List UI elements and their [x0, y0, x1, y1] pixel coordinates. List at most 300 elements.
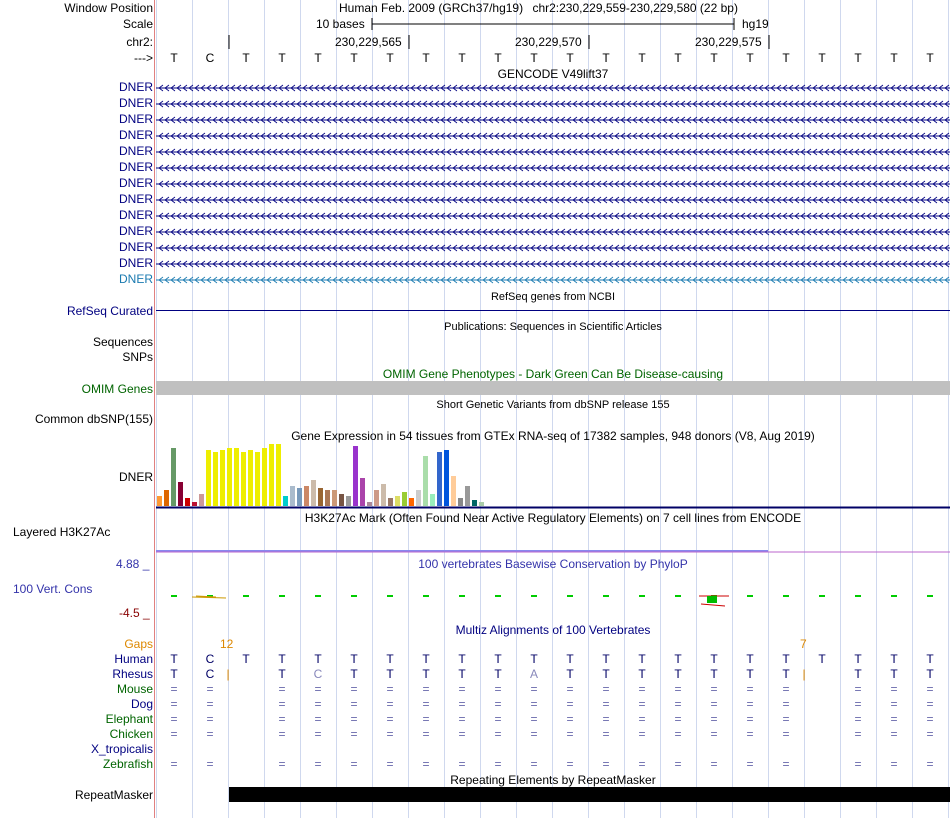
- species-alignment-row[interactable]: [156, 757, 950, 771]
- phylop-score-mark: [891, 595, 897, 597]
- omim-label[interactable]: OMIM Genes: [81, 382, 153, 396]
- alignment-base: =: [314, 757, 322, 771]
- alignment-base: =: [854, 757, 862, 771]
- alignment-base: =: [494, 697, 502, 711]
- phylop-score-mark: [639, 595, 645, 597]
- alignment-base: =: [638, 727, 646, 741]
- gtex-tissue-bar: [185, 498, 190, 506]
- alignment-base: =: [386, 712, 394, 726]
- alignment-base: =: [422, 727, 430, 741]
- species-label[interactable]: Human: [114, 652, 153, 666]
- window-position-label: Window Position: [64, 1, 153, 15]
- alignment-base: =: [422, 697, 430, 711]
- phylop-score-mark: [387, 595, 393, 597]
- gtex-tissue-bar: [248, 450, 253, 506]
- base-letter: T: [458, 51, 466, 65]
- alignment-base: =: [890, 697, 898, 711]
- alignment-base: T: [890, 667, 898, 681]
- gencode-transcript-label[interactable]: DNER: [118, 176, 153, 190]
- alignment-base: =: [926, 727, 934, 741]
- snps-label[interactable]: SNPs: [122, 350, 153, 364]
- gtex-tissue-bar: [290, 486, 295, 506]
- alignment-base: T: [278, 652, 286, 666]
- coord-tick-2: 230,229,570: [515, 35, 582, 49]
- alignment-base: =: [638, 682, 646, 696]
- base-letter: T: [350, 51, 358, 65]
- gtex-tissue-bar: [276, 444, 281, 506]
- base-letter: T: [638, 51, 646, 65]
- gtex-tissue-bar: [472, 500, 477, 506]
- scale-db: hg19: [742, 17, 769, 31]
- gtex-tissue-bar: [360, 478, 365, 506]
- alignment-base: =: [782, 757, 790, 771]
- base-letter: T: [674, 51, 682, 65]
- alignment-base: T: [530, 652, 538, 666]
- phylop-score-mark: [423, 595, 429, 597]
- alignment-base: =: [350, 712, 358, 726]
- alignment-base: =: [890, 757, 898, 771]
- alignment-base: T: [350, 667, 358, 681]
- phylop-score-mark: [531, 595, 537, 597]
- phylop-score-mark: [747, 595, 753, 597]
- alignment-base: T: [674, 667, 682, 681]
- gtex-tissue-bar: [374, 490, 379, 506]
- alignment-base: =: [638, 712, 646, 726]
- alignment-base: T: [782, 652, 790, 666]
- alignment-base: T: [350, 652, 358, 666]
- alignment-base: =: [746, 697, 754, 711]
- gtex-tissue-bar: [297, 488, 302, 506]
- alignment-base: T: [386, 667, 394, 681]
- gtex-tissue-bar: [479, 502, 484, 506]
- alignment-base: =: [854, 682, 862, 696]
- base-letter: T: [710, 51, 718, 65]
- alignment-base: =: [674, 682, 682, 696]
- alignment-base: |: [226, 667, 230, 681]
- gtex-tissue-bar: [206, 450, 211, 506]
- gtex-tissue-bar: [178, 482, 183, 506]
- alignment-base: =: [530, 727, 538, 741]
- alignment-base: =: [746, 727, 754, 741]
- species-alignment-row[interactable]: [156, 712, 950, 726]
- alignment-base: =: [386, 757, 394, 771]
- base-letter: T: [242, 51, 250, 65]
- base-letter: T: [386, 51, 394, 65]
- gtex-tissue-bar: [409, 498, 414, 506]
- alignment-base: T: [314, 652, 322, 666]
- alignment-base: =: [674, 712, 682, 726]
- gtex-tissue-bar: [388, 498, 393, 506]
- alignment-base: =: [206, 682, 214, 696]
- alignment-base: =: [566, 757, 574, 771]
- gtex-tissue-bar: [332, 490, 337, 506]
- gencode-transcript-label[interactable]: DNER: [118, 144, 153, 158]
- alignment-base: T: [638, 667, 646, 681]
- alignment-base: =: [602, 712, 610, 726]
- alignment-base: =: [350, 757, 358, 771]
- alignment-base: =: [782, 727, 790, 741]
- alignment-base: T: [926, 652, 934, 666]
- gtex-tissue-bar: [353, 446, 358, 506]
- phylop-max: 4.88 _: [116, 557, 150, 571]
- base-letter: T: [782, 51, 790, 65]
- scale-label: Scale: [122, 17, 153, 31]
- alignment-base: T: [674, 652, 682, 666]
- omim-track-title[interactable]: OMIM Gene Phenotypes - Dark Green Can Be Disease-causing: [382, 367, 724, 381]
- species-label[interactable]: Elephant: [105, 712, 153, 726]
- gtex-tissue-bar: [416, 490, 421, 506]
- gtex-tissue-bar: [423, 456, 428, 506]
- gencode-track-title[interactable]: GENCODE V49lift37: [497, 67, 609, 81]
- alignment-base: =: [710, 727, 718, 741]
- alignment-base: =: [350, 727, 358, 741]
- alignment-base: =: [782, 682, 790, 696]
- coord-tick-3: 230,229,575: [695, 35, 762, 49]
- gtex-tissue-bar: [304, 486, 309, 506]
- alignment-base: T: [278, 667, 286, 681]
- alignment-base: =: [314, 727, 322, 741]
- gencode-transcript-label[interactable]: DNER: [118, 192, 153, 206]
- phylop-label[interactable]: 100 Vert. Cons: [13, 582, 93, 596]
- species-label[interactable]: X_tropicalis: [90, 742, 153, 756]
- alignment-base: C: [313, 667, 323, 681]
- phylop-track-title[interactable]: 100 vertebrates Basewise Conservation by PhyloP: [418, 557, 688, 571]
- species-label[interactable]: Chicken: [109, 727, 153, 741]
- phylop-score-mark: [495, 595, 501, 597]
- gtex-tissue-bar: [234, 448, 239, 506]
- gtex-tissue-bar: [199, 494, 204, 506]
- gtex-tissue-bar: [437, 452, 442, 506]
- alignment-base: =: [206, 697, 214, 711]
- gencode-transcript-label[interactable]: DNER: [118, 240, 153, 254]
- species-alignment-row[interactable]: [156, 652, 950, 666]
- alignment-base: =: [890, 682, 898, 696]
- gencode-transcript-label[interactable]: DNER: [118, 128, 153, 142]
- gtex-tissue-bar: [192, 502, 197, 506]
- gtex-tissue-bar: [318, 488, 323, 506]
- gap-count-1: 12: [220, 637, 234, 651]
- alignment-base: T: [566, 667, 574, 681]
- h3k27ac-signal[interactable]: [156, 549, 950, 555]
- species-alignment-row[interactable]: [156, 727, 950, 741]
- phylop-score-mark: [279, 595, 285, 597]
- base-letter: T: [602, 51, 610, 65]
- alignment-base: =: [638, 757, 646, 771]
- alignment-base: =: [602, 757, 610, 771]
- gtex-bar-chart[interactable]: [156, 443, 950, 509]
- base-letter: C: [205, 51, 215, 65]
- gencode-transcript-label[interactable]: DNER: [118, 208, 153, 222]
- alignment-base: =: [530, 757, 538, 771]
- base-letter: T: [926, 51, 934, 65]
- alignment-base: T: [854, 652, 862, 666]
- alignment-base: =: [314, 712, 322, 726]
- gencode-transcript-label[interactable]: DNER: [118, 256, 153, 270]
- alignment-base: =: [278, 682, 286, 696]
- phylop-score-mark: [243, 595, 249, 597]
- alignment-base: =: [926, 682, 934, 696]
- base-letter: T: [494, 51, 502, 65]
- publications-label[interactable]: Sequences: [92, 335, 153, 349]
- species-label[interactable]: Dog: [130, 697, 153, 711]
- gtex-tissue-bar: [269, 444, 274, 506]
- alignment-base: T: [170, 652, 178, 666]
- alignment-base: =: [566, 682, 574, 696]
- refseq-track-title[interactable]: RefSeq genes from NCBI: [490, 291, 616, 303]
- alignment-base: =: [494, 712, 502, 726]
- alignment-base: A: [529, 667, 538, 681]
- alignment-base: =: [170, 712, 178, 726]
- gtex-tissue-bar: [241, 452, 246, 506]
- alignment-base: T: [710, 667, 718, 681]
- alignment-base: =: [350, 682, 358, 696]
- alignment-base: T: [638, 652, 646, 666]
- gtex-tissue-bar: [213, 452, 218, 506]
- base-letter: T: [890, 51, 898, 65]
- gtex-tissue-bar: [262, 448, 267, 506]
- gtex-tissue-bar: [283, 496, 288, 506]
- alignment-base: =: [746, 757, 754, 771]
- phylop-score-mark: [315, 595, 321, 597]
- species-label[interactable]: Rhesus: [112, 667, 153, 681]
- alignment-base: T: [602, 652, 610, 666]
- alignment-base: =: [710, 712, 718, 726]
- gap-count-2: 7: [800, 637, 807, 651]
- position-readout: chr2:230,229,559-230,229,580 (22 bp): [532, 1, 738, 15]
- alignment-base: =: [278, 697, 286, 711]
- alignment-base: T: [566, 652, 574, 666]
- phylop-score-mark: [567, 595, 573, 597]
- alignment-base: |: [802, 667, 806, 681]
- alignment-base: =: [494, 682, 502, 696]
- alignment-base: =: [170, 727, 178, 741]
- phylop-score-mark: [855, 595, 861, 597]
- alignment-base: =: [710, 757, 718, 771]
- gtex-tissue-bar: [164, 490, 169, 506]
- alignment-base: T: [422, 652, 430, 666]
- alignment-base: =: [602, 727, 610, 741]
- alignment-base: =: [278, 757, 286, 771]
- alignment-base: =: [638, 697, 646, 711]
- base-letter: T: [530, 51, 538, 65]
- alignment-base: =: [278, 712, 286, 726]
- phylop-score-mark: [351, 595, 357, 597]
- phylop-positive-score: [707, 596, 717, 603]
- base-letter: T: [854, 51, 862, 65]
- alignment-base: =: [746, 682, 754, 696]
- alignment-base: T: [242, 652, 250, 666]
- alignment-base: T: [818, 652, 826, 666]
- species-label[interactable]: Mouse: [116, 682, 153, 696]
- alignment-base: =: [710, 697, 718, 711]
- alignment-base: T: [890, 652, 898, 666]
- alignment-base: =: [170, 757, 178, 771]
- species-label[interactable]: Zebrafish: [102, 757, 153, 771]
- alignment-base: =: [206, 712, 214, 726]
- gtex-tissue-bar: [430, 494, 435, 506]
- alignment-base: =: [494, 757, 502, 771]
- gencode-transcript-label[interactable]: DNER: [118, 272, 153, 286]
- alignment-base: =: [926, 697, 934, 711]
- gtex-tissue-bar: [311, 480, 316, 506]
- gtex-tissue-bar: [255, 452, 260, 506]
- alignment-base: T: [458, 652, 466, 666]
- refseq-label[interactable]: RefSeq Curated: [66, 304, 153, 318]
- alignment-base: =: [458, 727, 466, 741]
- alignment-base: T: [422, 667, 430, 681]
- alignment-base: =: [530, 712, 538, 726]
- alignment-base: T: [494, 652, 502, 666]
- gtex-tissue-bar: [458, 498, 463, 506]
- scale-text: 10 bases: [316, 17, 365, 31]
- gencode-transcripts[interactable]: [156, 80, 950, 288]
- alignment-base: =: [746, 712, 754, 726]
- alignment-base: =: [710, 682, 718, 696]
- alignment-base: =: [782, 712, 790, 726]
- species-alignment-row[interactable]: [156, 742, 950, 756]
- scale-bar: [370, 18, 740, 30]
- phylop-score-mark: [603, 595, 609, 597]
- gencode-transcript-label[interactable]: DNER: [118, 80, 153, 94]
- alignment-base: T: [854, 667, 862, 681]
- alignment-base: T: [602, 667, 610, 681]
- gtex-label[interactable]: DNER: [118, 470, 153, 484]
- gtex-tissue-bar: [465, 486, 470, 506]
- phylop-score-mark: [459, 595, 465, 597]
- alignment-base: =: [566, 727, 574, 741]
- base-letter: T: [566, 51, 574, 65]
- phylop-plot[interactable]: [156, 588, 950, 608]
- alignment-base: =: [674, 697, 682, 711]
- base-letter: T: [818, 51, 826, 65]
- gtex-tissue-bar: [346, 496, 351, 506]
- alignment-base: =: [890, 727, 898, 741]
- alignment-base: =: [278, 727, 286, 741]
- gaps-label: Gaps: [124, 637, 153, 651]
- h3k27ac-track-title[interactable]: H3K27Ac Mark (Often Found Near Active Regulatory Elements) on 7 cell lines from ENCODE: [304, 511, 802, 525]
- alignment-base: =: [458, 757, 466, 771]
- publications-track-title[interactable]: Publications: Sequences in Scientific Articles: [444, 321, 662, 333]
- repeatmasker-element[interactable]: [229, 787, 950, 802]
- base-letter: T: [746, 51, 754, 65]
- alignment-base: =: [422, 757, 430, 771]
- assembly-title: [339, 1, 738, 15]
- phylop-low-score: [192, 596, 226, 598]
- gtex-tissue-bar: [381, 484, 386, 506]
- species-alignment-row[interactable]: [156, 697, 950, 711]
- alignment-base: T: [386, 652, 394, 666]
- gencode-transcript-label[interactable]: DNER: [118, 160, 153, 174]
- gtex-tissue-bar: [451, 476, 456, 506]
- alignment-base: =: [458, 682, 466, 696]
- strand-label: --->: [134, 51, 153, 65]
- alignment-base: T: [170, 667, 178, 681]
- base-letter: T: [422, 51, 430, 65]
- alignment-base: =: [926, 757, 934, 771]
- alignment-base: =: [314, 697, 322, 711]
- gtex-tissue-bar: [444, 450, 449, 506]
- base-letter: T: [278, 51, 286, 65]
- phylop-score-mark: [675, 595, 681, 597]
- repeatmasker-track-title[interactable]: Repeating Elements by RepeatMasker: [450, 773, 656, 787]
- alignment-base: T: [746, 652, 754, 666]
- alignment-base: =: [386, 682, 394, 696]
- phylop-score-mark: [783, 595, 789, 597]
- alignment-base: T: [710, 652, 718, 666]
- alignment-base: =: [674, 757, 682, 771]
- alignment-base: C: [205, 652, 215, 666]
- phylop-score-mark: [927, 595, 933, 597]
- multiz-track-title[interactable]: Multiz Alignments of 100 Vertebrates: [455, 623, 651, 637]
- alignment-base: =: [674, 727, 682, 741]
- gtex-tissue-bar: [220, 450, 225, 506]
- gtex-tissue-bar: [402, 492, 407, 506]
- gtex-tissue-bar: [395, 496, 400, 506]
- alignment-base: =: [458, 712, 466, 726]
- alignment-base: =: [206, 727, 214, 741]
- gencode-transcript-label[interactable]: DNER: [118, 112, 153, 126]
- alignment-base: =: [854, 712, 862, 726]
- dbsnp-label[interactable]: Common dbSNP(155): [34, 412, 153, 426]
- gtex-tissue-bar: [227, 448, 232, 506]
- base-letter: T: [170, 51, 178, 65]
- alignment-base: T: [746, 667, 754, 681]
- alignment-base: =: [170, 697, 178, 711]
- assembly-name: Human Feb. 2009 (GRCh37/hg19): [339, 1, 524, 15]
- phylop-min: -4.5 _: [119, 606, 150, 620]
- gtex-tissue-bar: [171, 448, 176, 506]
- gtex-track-title[interactable]: Gene Expression in 54 tissues from GTEx RNA-seq of 17382 samples, 948 donors (V8, Aug 2019): [291, 429, 815, 443]
- alignment-base: =: [782, 697, 790, 711]
- alignment-base: =: [602, 697, 610, 711]
- alignment-base: =: [566, 712, 574, 726]
- h3k27ac-label[interactable]: Layered H3K27Ac: [13, 525, 111, 539]
- alignment-base: =: [422, 712, 430, 726]
- alignment-base: T: [494, 667, 502, 681]
- phylop-score-mark: [171, 595, 177, 597]
- base-sequence-row: [156, 51, 950, 65]
- alignment-base: =: [170, 682, 178, 696]
- alignment-base: =: [854, 727, 862, 741]
- image-left-border: [154, 0, 155, 818]
- gencode-transcript-label[interactable]: DNER: [118, 224, 153, 238]
- gtex-tissue-bar: [339, 494, 344, 506]
- gtex-tissue-bar: [325, 490, 330, 506]
- repeatmasker-label[interactable]: RepeatMasker: [74, 788, 153, 802]
- gencode-transcript-label[interactable]: DNER: [118, 96, 153, 110]
- alignment-base: =: [926, 712, 934, 726]
- alignment-base: =: [566, 697, 574, 711]
- base-letter: T: [314, 51, 322, 65]
- alignment-base: =: [602, 682, 610, 696]
- refseq-line[interactable]: [156, 310, 950, 311]
- coord-tick-1: 230,229,565: [335, 35, 402, 49]
- species-alignment-row[interactable]: [156, 682, 950, 696]
- alignment-base: =: [422, 682, 430, 696]
- alignment-base: =: [854, 697, 862, 711]
- omim-bar[interactable]: [156, 381, 950, 395]
- dbsnp-track-title[interactable]: Short Genetic Variants from dbSNP release 155: [436, 399, 670, 411]
- alignment-base: =: [206, 757, 214, 771]
- alignment-base: T: [458, 667, 466, 681]
- species-alignment-row[interactable]: [156, 667, 950, 681]
- alignment-base: =: [890, 712, 898, 726]
- chrom-label: chr2:: [126, 35, 153, 49]
- alignment-base: =: [494, 727, 502, 741]
- alignment-base: =: [458, 697, 466, 711]
- alignment-base: C: [205, 667, 215, 681]
- alignment-base: =: [350, 697, 358, 711]
